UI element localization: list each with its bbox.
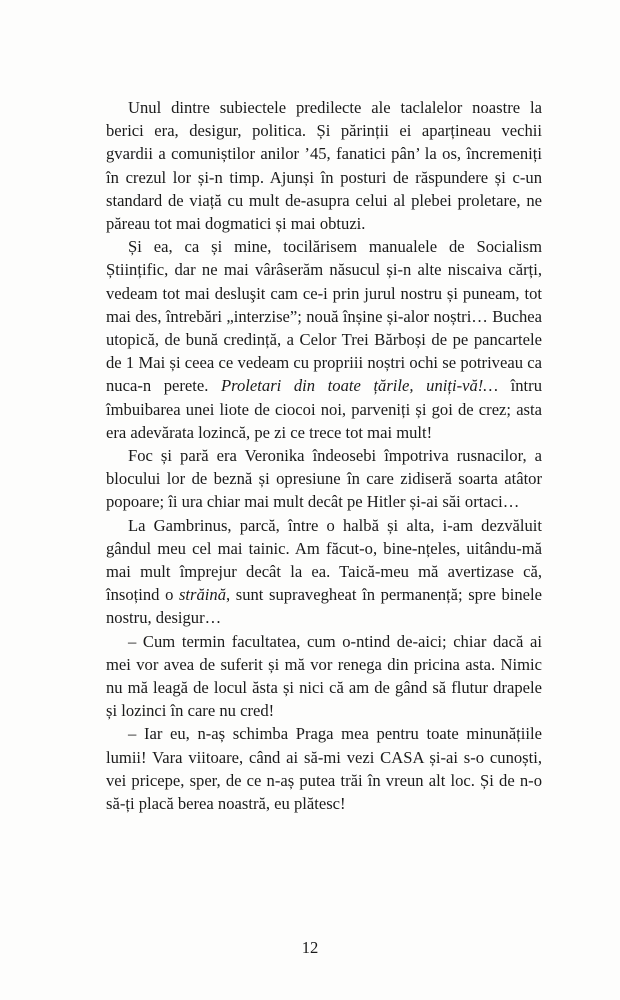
paragraph [106, 444, 542, 514]
dialogue-paragraph [106, 722, 542, 815]
paragraph [106, 514, 542, 630]
italic-text-segment: străină [178, 585, 226, 605]
text-segment: – Iar eu, n-aș schimba Praga mea pentru toate minunățiile lumii! Vara viitoare, când ai să-mi vezi CASA și-ai s-o cunoști, vei pricepe, sper, de ce n-aș putea trăi în vreun alt loc. Și de n-o să-ți placă berea noastră, eu plătesc! [106, 724, 542, 814]
body-text [106, 96, 542, 815]
text-segment: Foc și pară era Veronika îndeosebi împotriva rusnacilor, a blocului lor de beznă și opresiune în care zidiseră soarta atâtor popoare; îi ura chiar mai mult decât pe Hitler și-ai săi ortaci… [106, 446, 542, 512]
text-segment: întru îmbuibarea unei liote de ciocoi noi, parveniți și goi de crez; asta era adevărata lozincă, pe zi ce trece tot mai mult! [106, 376, 542, 442]
paragraph [106, 235, 542, 444]
text-segment: Unul dintre subiectele predilecte ale taclalelor noastre la berici era, desigur, politica. Și părinții ei aparțineau vechii gvardii a comuniștilor anilor ’45, fanatici pân’ la os, încremeniți în crezul lor și-n timp. Ajunși în posturi de răspundere și c-un standard de viață cu mult de-asupra celui al plebei proletare, ne păreau tot mai dogmatici și mai obtuzi. [106, 98, 542, 234]
text-segment: La Gambrinus, parcă, între o halbă și alta, i-am dezvăluit gândul meu cel mai tainic. Am făcut-o, bine-nțeles, uitându-mă mai mult împrejur decât la ea. Taică-meu mă avertizase că, însoțind o [106, 515, 542, 605]
paragraph [106, 96, 542, 235]
dialogue-paragraph [106, 630, 542, 723]
italic-text-segment: Proletari din toate țările, uniți-vă!… [221, 376, 499, 396]
text-segment: , sunt supravegheat în permanență; spre binele nostru, desigur… [106, 585, 543, 628]
text-segment: Și ea, ca și mine, tocilărisem manualele de Socialism Științific, dar ne mai vârâserăm năsucul și-n alte niscaiva cărți, vedeam tot mai desluşit cam ce-i prin jurul nostru și puneam, tot mai des, întrebări „interzise”; nouă înșine și-alor noștri… Buchea utopică, de bună credință, a Celor Trei Bărboși de pe pancartele de 1 Mai și ceea ce vedeam cu propriii noștri ochi se potriveau ca nuca-n perete. [106, 237, 542, 396]
text-segment: – Cum termin facultatea, cum o-ntind de-aici; chiar dacă ai mei vor avea de suferit și mă vor renega din pricina asta. Nimic nu mă leagă de locul ăsta și nici că am de gând să flutur drapele și lozinci în care nu cred! [106, 631, 542, 721]
page-number: 12 [301, 938, 319, 957]
